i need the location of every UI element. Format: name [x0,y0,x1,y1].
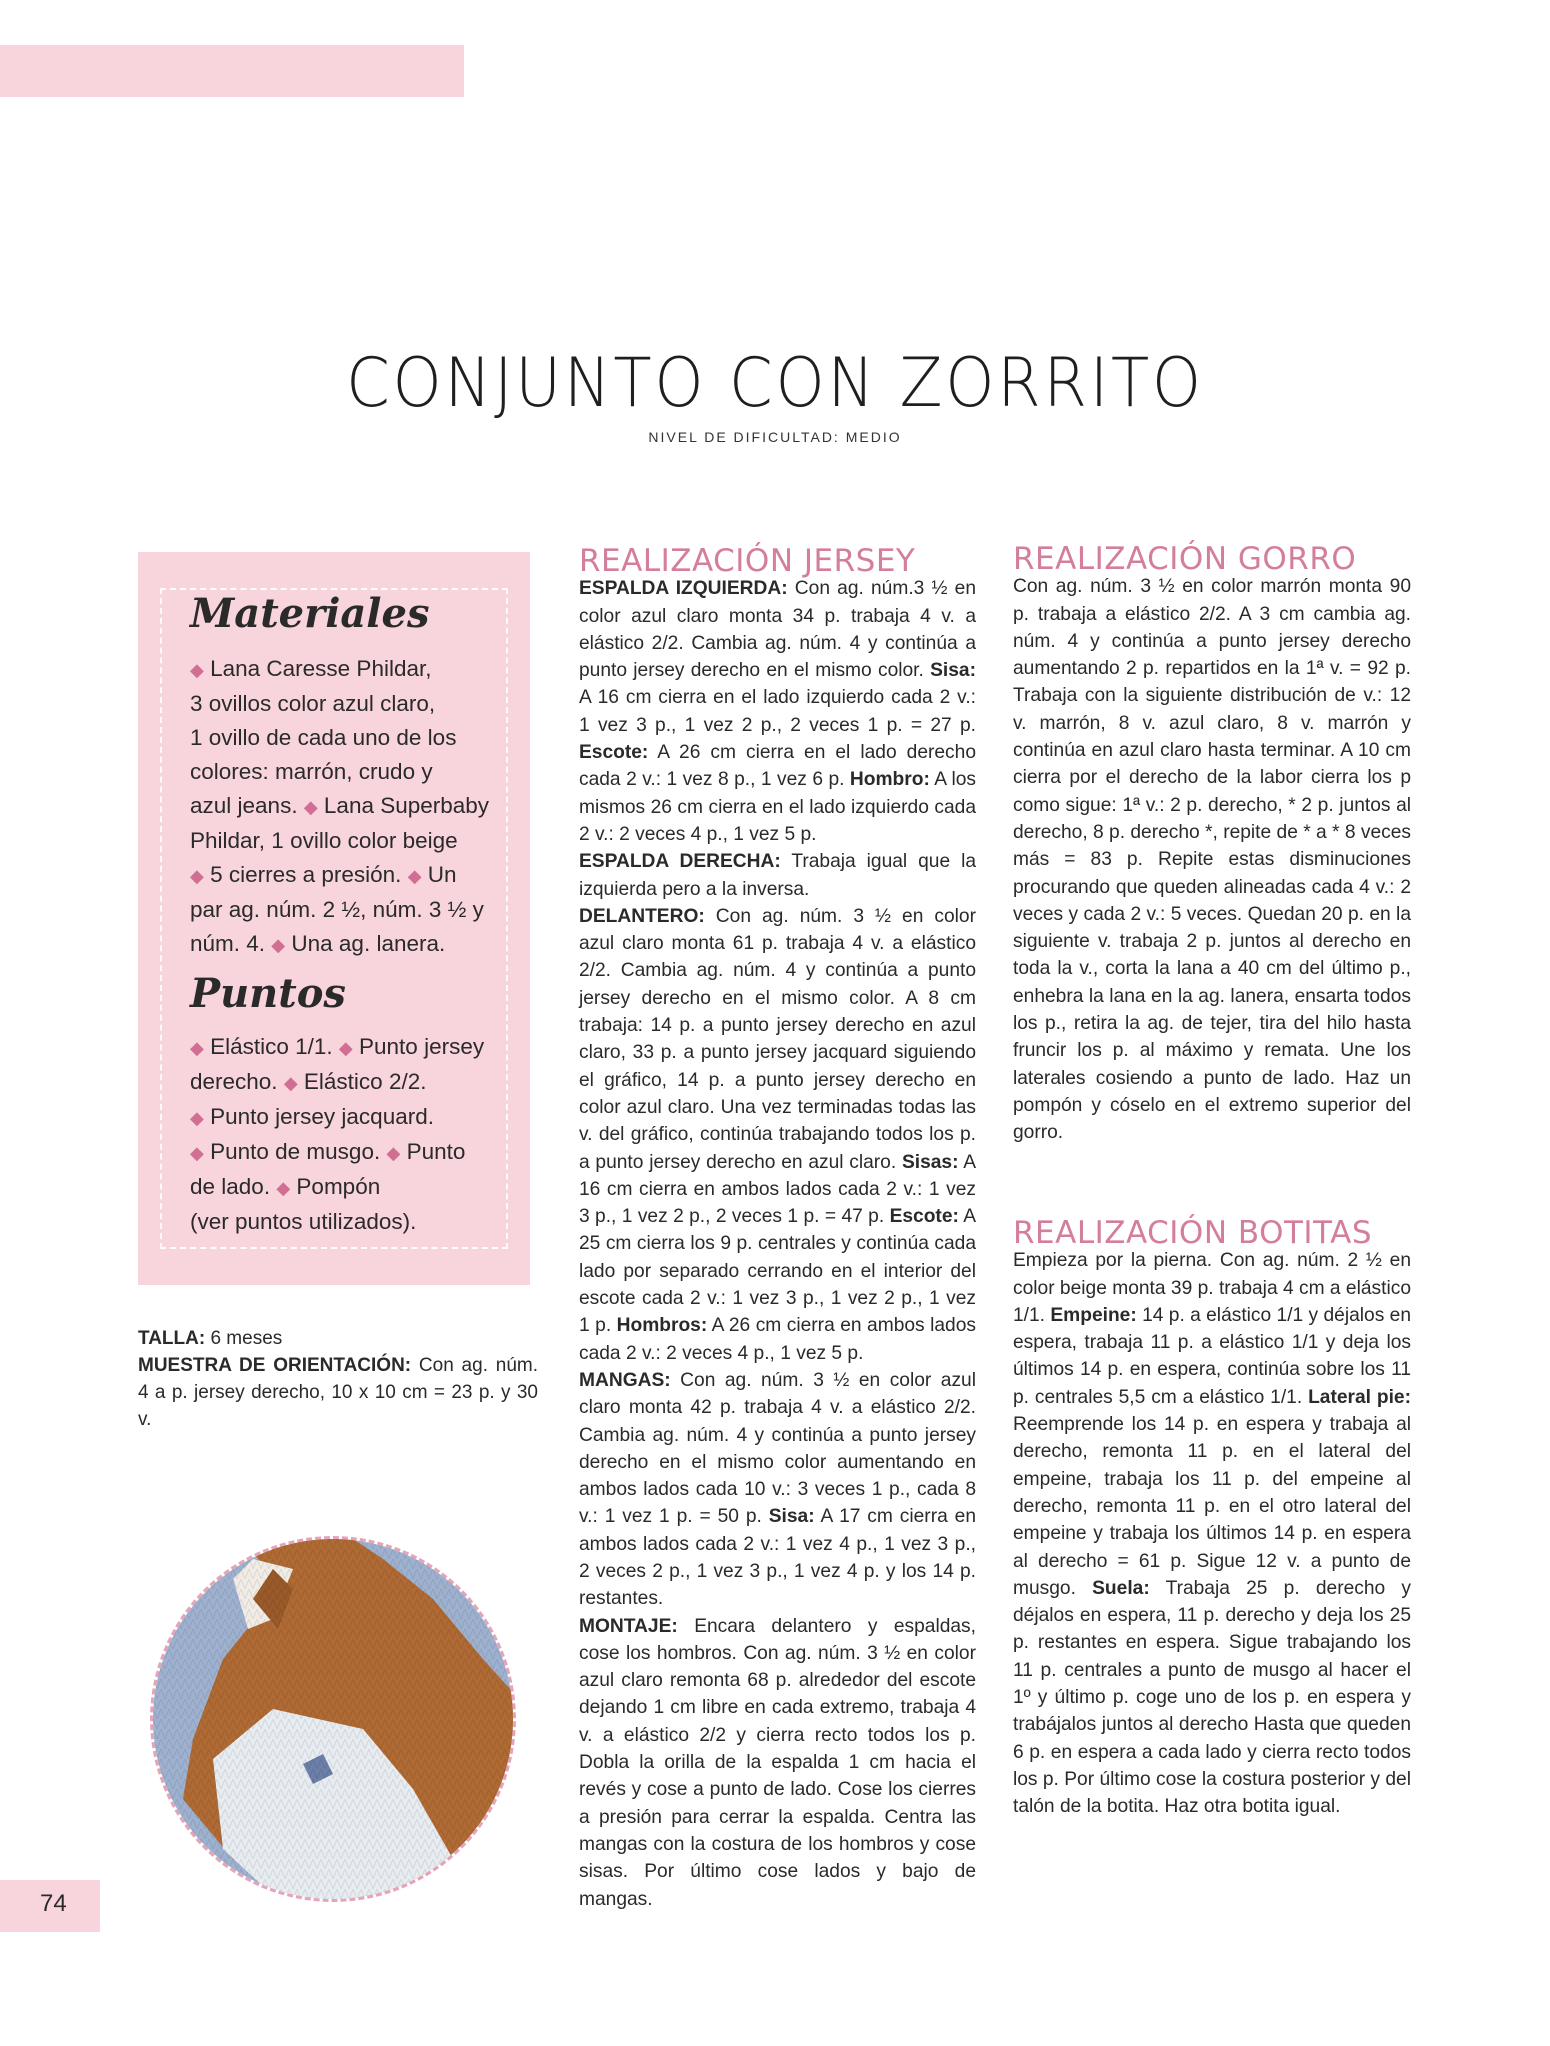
escote-front-text: A 25 cm cierra los 9 p. centrales y continúa cada lado por separado cerrando en el interior del escote cada 2 v.: 1 vez 3 p., 1 vez 2 p., 1 vez 1 p. [579,1206,976,1337]
materials-heading-wrap [190,590,429,637]
montaje-label: MONTAJE: [579,1615,678,1637]
espalda-derecha-label: ESPALDA DERECHA: [579,851,781,873]
empeine-text: 14 p. a elástico 1/1 y déjalos en espera, trabaja 11 p. a elástico 1/1 y deja los últimos 14 p. en espera, continúa sobre los 11 p. centrales 5,5 cm a elástico 1/1. [1013,1304,1411,1408]
page-number: 74 [40,1890,67,1917]
diamond-bullet-icon: ◆ [276,1178,291,1198]
materials-heading: Materiales [190,590,430,637]
espalda-izquierda-text: Con ag. núm.3 ½ en color azul claro monta 34 p. trabaja 4 v. a elástico 2/2. Cambia ag. núm. 4 y continúa a punto jersey derecho en el mismo color. [579,578,976,682]
puntos-line: ◆ Elástico 1/1. ◆ Punto jersey [190,1034,485,1059]
materials-list [190,652,490,962]
suela-label: Suela: [1092,1577,1150,1599]
gorro-heading: REALIZACIÓN GORRO [1013,541,1357,577]
hombro-label: Hombro: [849,769,930,791]
mangas-label: MANGAS: [579,1369,671,1391]
mangas-paragraph [579,1367,976,1613]
botitas-intro: Empieza por la pierna. Con ag. núm. 2 ½ en color beige monta 39 p. trabaja 4 cm a elástico 1/1. [1013,1250,1411,1326]
espalda-derecha-paragraph [579,848,976,903]
diamond-bullet-icon: ◆ [190,660,204,680]
gorro-text: Con ag. núm. 3 ½ en color marrón monta 90 p. trabaja a elástico 2/2. A 3 cm cambia ag. núm. 4 y continúa a punto jersey derecho aumentando 2 p. repartidos en la 1ª v. = 92 p. Trabaja con la siguiente distribución de v.: 12 v. marrón, 8 v. azul claro, 8 v. marrón y continúa en azul claro hasta terminar. A 10 cm cierra por el derecho de la labor cierra los p como sigue: 1ª v.: 2 p. derecho, * 2 p. juntos al derecho, 8 p. derecho *, repite de * a * 8 veces más = 83 p. Repite estas disminuciones procurando que queden alineadas cada 4 v.: 2 veces y cada 2 v.: 5 veces. Quedan 20 p. en la siguiente v. trabaja 2 p. juntos al derecho en toda la v., corta la lana a 40 cm del último p., enhebra la lana en la ag. lanera, ensarta todos los p., retira la ag. de tejer, tira del hilo hasta fruncir los p. al máximo y remata. Une los laterales cosiendo a punto de lado. Haz un pompón y cóselo en el extremo superior del gorro. [1013,576,1411,1144]
puntos-list [190,1030,490,1239]
delantero-paragraph [579,903,976,1367]
mangas-text: Con ag. núm. 3 ½ en color azul claro monta 42 p. trabaja 4 v. a elástico 2/2. Cambia ag. núm. 4 y continúa a punto jersey derecho en el mismo color aumentando en ambos lados cada 10 v.: 3 veces 1 p., cada 8 v.: 1 vez 1 p. = 50 p. [579,1369,976,1528]
espalda-izquierda-label: ESPALDA IZQUIERDA: [579,578,788,600]
jersey-section [579,543,976,1913]
puntos-line: ◆ Punto jersey jacquard. [190,1104,434,1129]
muestra-value: Con ag. núm. 4 a p. jersey derecho, 10 x 10 cm = 23 p. y 30 v. [138,1355,538,1430]
diamond-bullet-icon: ◆ [283,1073,298,1093]
diamond-bullet-icon: ◆ [303,797,318,817]
diamond-bullet-icon: ◆ [271,935,286,955]
size-info [138,1325,538,1433]
materials-line: colores: marrón, crudo y [190,759,433,784]
diamond-bullet-icon: ◆ [190,1038,204,1058]
hombros-label: Hombros: [616,1315,708,1337]
diamond-bullet-icon: ◆ [338,1038,353,1058]
materials-line: ◆ Lana Caresse Phildar, [190,656,432,681]
talla-label: TALLA: [138,1328,206,1349]
puntos-heading-wrap [190,970,346,1017]
escote-text: A 26 cm cierra en el lado derecho cada 2 v.: 1 vez 8 p., 1 vez 6 p. [579,742,976,791]
fox-knit-illustration [153,1539,516,1902]
lateral-pie-label: Lateral pie: [1308,1386,1411,1408]
jersey-heading: REALIZACIÓN JERSEY [579,543,916,579]
materials-line: azul jeans. ◆ Lana Superbaby [190,793,490,818]
espalda-izquierda-paragraph [579,575,976,848]
difficulty-subtitle: NIVEL DE DIFICULTAD: MEDIO [648,429,902,445]
espalda-derecha-text: Trabaja igual que la izquierda pero a la inversa. [579,851,976,900]
botitas-section [1013,1215,1411,1821]
puntos-heading: Puntos [190,970,346,1017]
puntos-line: ◆ Punto de musgo. ◆ Punto [190,1139,466,1164]
sisa-sleeve-label: Sisa: [768,1506,815,1528]
delantero-label: DELANTERO: [579,905,705,927]
sisas-label: Sisas: [901,1151,959,1173]
montaje-text: Encara delantero y espaldas, cose los hombros. Con ag. núm. 3 ½ en color azul claro remonta 68 p. alrededor del escote dejando 1 cm libre en cada extremo, trabaja 4 v. a elástico 2/2 y cierra recto todos los p. Dobla la orilla de la espalda 1 cm hacia el revés y cose a punto de lado. Cose los cierres a presión para cerrar la espalda. Centra las mangas con la costura de los hombros y cose sisas. Por último cose lados y bajo de mangas. [579,1615,976,1910]
escote-label: Escote: [579,742,649,764]
montaje-paragraph [579,1613,976,1913]
page-title: CONJUNTO CON ZORRITO [346,344,1204,423]
lateral-pie-text: Reemprende los 14 p. en espera y trabaja al derecho, remonta 11 p. en el lateral del empeine, trabaja los 11 p. del empeine al derecho, remonta 11 p. en el otro lateral del empeine y trabaja los últimos 14 p. en espera al derecho = 61 p. Sigue 12 v. a punto de musgo. [1013,1414,1411,1599]
hombros-text: A 26 cm cierra en ambos lados cada 2 v.: 2 veces 4 p., 1 vez 5 p. [579,1315,976,1364]
delantero-text: Con ag. núm. 3 ½ en color azul claro monta 61 p. trabaja 4 v. a elástico 2/2. Cambia ag. núm. 4 y continúa a punto jersey derecho en el mismo color. A 8 cm trabaja: 14 p. a punto jersey derecho en azul claro, 33 p. a punto jersey jacquard siguiendo el gráfico, 14 p. a punto jersey derecho en color azul claro. Una vez terminadas todas las v. del gráfico, continúa trabajando todos los p. a punto jersey derecho en azul claro. [579,905,976,1173]
botitas-heading: REALIZACIÓN BOTITAS [1013,1215,1372,1251]
fox-knit-photo [150,1536,516,1902]
puntos-line: derecho. ◆ Elástico 2/2. [190,1069,427,1094]
diamond-bullet-icon: ◆ [190,1143,204,1163]
suela-text: Trabaja 25 p. derecho y déjalos en espera, 11 p. derecho y deja los 25 p. restantes en espera. Sigue trabajando los 11 p. centrales a punto de musgo al hacer el 1º y último p. coge uno de los p. en espera y trabájalos juntos al derecho Hasta que queden 6 p. en espera a cada lado y cierra recto todos los p. Por último cose la costura posterior y del talón de la botita. Haz otra botita igual. [1013,1577,1411,1818]
diamond-bullet-icon: ◆ [190,1108,204,1128]
talla-value: 6 meses [205,1328,283,1349]
botitas-paragraph [1013,1247,1411,1820]
diamond-bullet-icon: ◆ [407,866,422,886]
materials-line: par ag. núm. 2 ½, núm. 3 ½ y [190,897,484,922]
gorro-section [1013,541,1411,1147]
hombro-text: A los mismos 26 cm cierra en el lado izquierdo cada 2 v.: 2 veces 4 p., 1 vez 5 p. [579,769,976,845]
materials-line: Phildar, 1 ovillo color beige [190,828,458,853]
materials-line: ◆ 5 cierres a presión. ◆ Un [190,862,457,887]
materials-line: 3 ovillos color azul claro, [190,691,436,716]
puntos-line: de lado. ◆ Pompón [190,1174,381,1199]
materials-line: 1 ovillo de cada uno de los [190,725,457,750]
escote-front-label: Escote: [889,1206,959,1228]
sisa-sleeve-text: A 17 cm cierra en ambos lados cada 2 v.: 1 vez 4 p., 1 vez 3 p., 2 veces 2 p., 1 vez 3 p., 1 vez 4 p. y los 14 p. restantes. [579,1506,976,1610]
puntos-line: (ver puntos utilizados). [190,1209,417,1234]
materials-line: núm. 4. ◆ Una ag. lanera. [190,931,446,956]
sisa-label: Sisa: [930,660,976,682]
muestra-label: MUESTRA DE ORIENTACIÓN: [138,1355,412,1376]
diamond-bullet-icon: ◆ [386,1143,401,1163]
sisas-text: A 16 cm cierra en ambos lados cada 2 v.: 1 vez 3 p., 1 vez 2 p., 2 veces 1 p. = 47 p. [579,1151,976,1228]
sisa-text: A 16 cm cierra en el lado izquierdo cada 2 v.: 1 vez 3 p., 1 vez 2 p., 2 veces 1 p. = 27 p. [579,687,976,736]
header-band [0,45,464,97]
empeine-label: Empeine: [1050,1304,1137,1326]
diamond-bullet-icon: ◆ [190,866,204,886]
